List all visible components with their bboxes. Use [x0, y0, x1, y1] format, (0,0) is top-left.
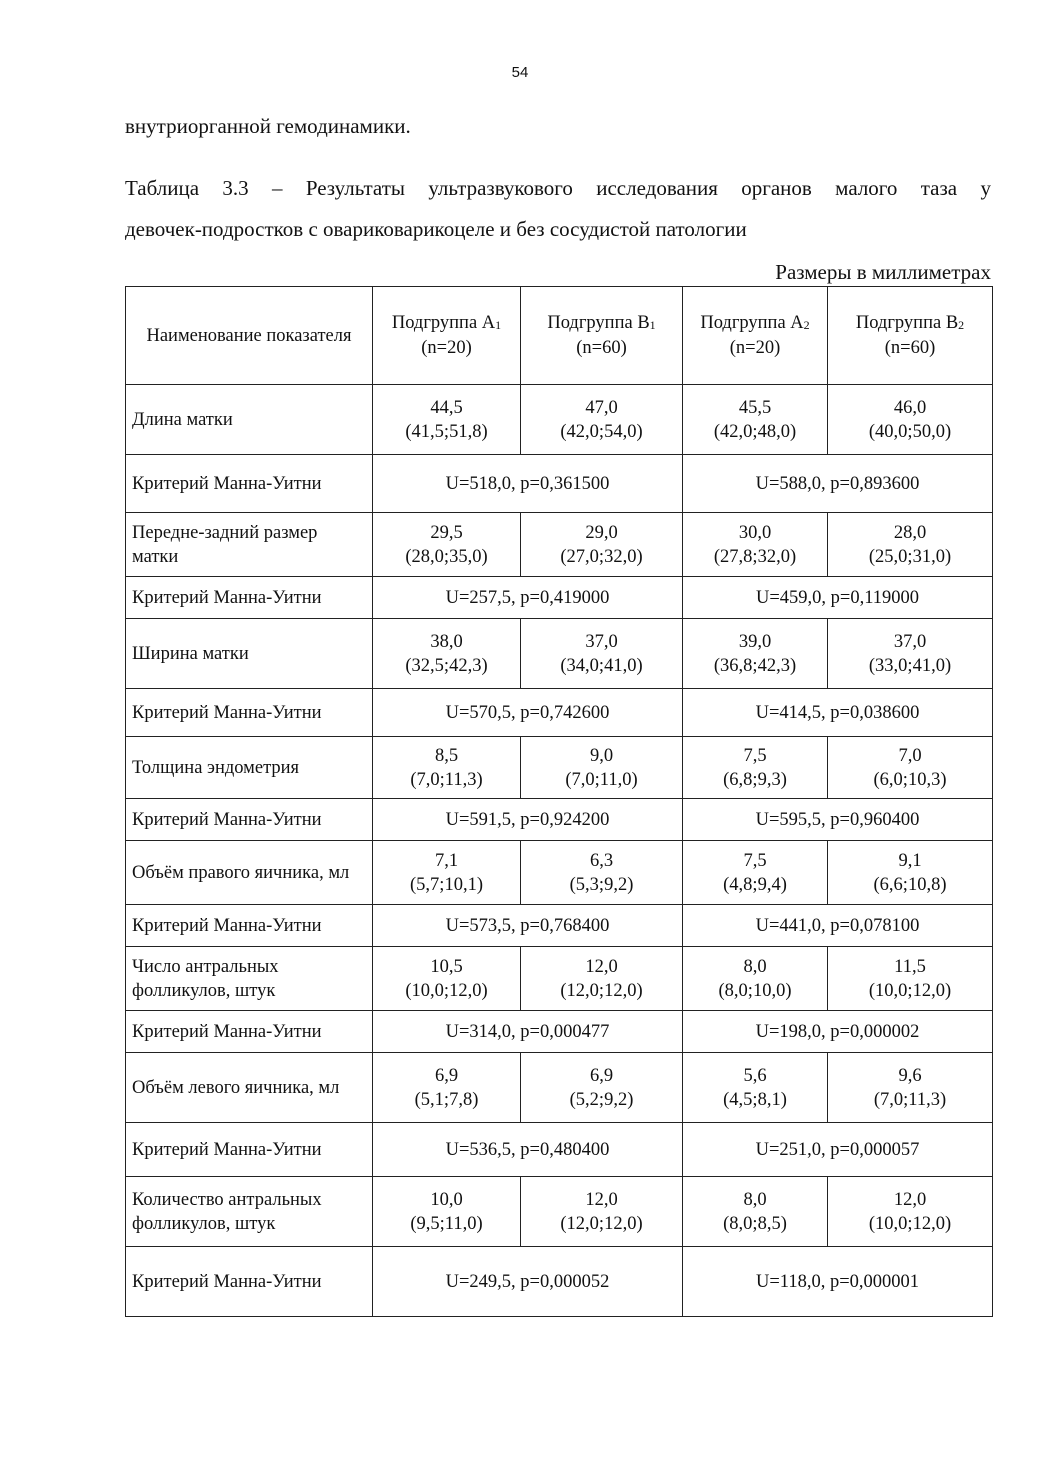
criterion-label: Критерий Манна-Уитни	[126, 689, 373, 737]
value-cell	[521, 513, 683, 577]
criterion-value-1: U=591,5, p=0,924200	[373, 799, 683, 841]
value-cell	[521, 841, 683, 905]
caption-word: исследования	[596, 176, 718, 200]
header-group-n: (n=60)	[576, 338, 627, 358]
quartile-range: (5,2;9,2)	[569, 1089, 634, 1110]
criterion-row	[126, 577, 993, 619]
indicator-label: Количество антральных фолликулов, штук	[126, 1177, 373, 1247]
median-value: 5,6	[743, 1065, 767, 1086]
criterion-value-1: U=249,5, p=0,000052	[373, 1247, 683, 1317]
table-caption-line1	[125, 174, 991, 202]
header-group-name: Подгруппа A	[700, 313, 804, 333]
median-value: 6,9	[434, 1065, 459, 1086]
value-cell	[521, 1177, 683, 1247]
criterion-value-1: U=570,5, p=0,742600	[373, 689, 683, 737]
criterion-row	[126, 689, 993, 737]
median-value: 29,5	[430, 522, 463, 543]
quartile-range: (7,0;11,3)	[873, 1089, 947, 1110]
quartile-range: (6,8;9,3)	[723, 769, 787, 790]
indicator-label: Объём правого яичника, мл	[126, 841, 373, 905]
value-cell	[373, 619, 521, 689]
header-group-n: (n=60)	[884, 338, 936, 358]
quartile-range: (5,3;9,2)	[569, 874, 634, 895]
quartile-range: (41,5;51,8)	[405, 421, 488, 442]
criterion-value-2: U=118,0, p=0,000001	[683, 1247, 993, 1317]
median-value: 29,0	[585, 522, 618, 543]
quartile-range: (9,5;11,0)	[410, 1213, 483, 1234]
median-value: 6,3	[589, 850, 614, 871]
header-indicator: Наименование показателя	[126, 287, 373, 385]
header-group-sub: 1	[649, 318, 656, 332]
median-value: 7,5	[743, 745, 767, 766]
caption-word: Таблица	[125, 176, 200, 200]
header-group-a1	[373, 287, 521, 385]
value-cell	[683, 513, 828, 577]
criterion-label: Критерий Манна-Уитни	[126, 577, 373, 619]
indicator-label: Объём левого яичника, мл	[126, 1053, 373, 1123]
quartile-range: (34,0;41,0)	[560, 655, 643, 676]
value-cell	[828, 513, 993, 577]
median-value: 38,0	[430, 631, 463, 652]
median-value: 10,5	[430, 956, 463, 977]
criterion-row	[126, 455, 993, 513]
median-value: 12,0	[585, 1189, 618, 1210]
value-cell	[828, 385, 993, 455]
median-value: 8,0	[743, 1189, 767, 1210]
value-cell	[828, 737, 993, 799]
criterion-label: Критерий Манна-Уитни	[126, 1123, 373, 1177]
header-group-n: (n=20)	[729, 338, 781, 358]
table-row	[126, 385, 993, 455]
value-cell	[373, 385, 521, 455]
caption-word: 3.3	[222, 176, 249, 200]
value-cell	[373, 947, 521, 1011]
median-value: 9,0	[589, 745, 614, 766]
header-group-name: Подгруппа B	[855, 313, 959, 333]
page-number: 54	[511, 64, 529, 81]
value-cell	[828, 619, 993, 689]
criterion-row	[126, 1011, 993, 1053]
quartile-range: (7,0;11,0)	[565, 769, 638, 790]
table-header-row	[126, 287, 993, 385]
units-note: Размеры в миллиметрах	[775, 260, 991, 284]
criterion-label: Критерий Манна-Уитни	[126, 455, 373, 513]
criterion-label: Критерий Манна-Уитни	[126, 799, 373, 841]
median-value: 47,0	[585, 397, 618, 418]
median-value: 9,1	[898, 850, 922, 871]
criterion-label: Критерий Манна-Уитни	[126, 1011, 373, 1053]
value-cell	[521, 947, 683, 1011]
criterion-label: Критерий Манна-Уитни	[126, 905, 373, 947]
header-group-sub: 2	[958, 318, 965, 332]
caption-word: таза	[920, 176, 958, 200]
criterion-label: Критерий Манна-Уитни	[126, 1247, 373, 1317]
criterion-value-2: U=459,0, p=0,119000	[683, 577, 993, 619]
median-value: 37,0	[893, 631, 927, 652]
median-value: 9,6	[898, 1065, 922, 1086]
criterion-value-1: U=573,5, p=0,768400	[373, 905, 683, 947]
criterion-value-2: U=198,0, p=0,000002	[683, 1011, 993, 1053]
header-group-b2	[828, 287, 993, 385]
quartile-range: (27,0;32,0)	[560, 546, 643, 567]
value-cell	[521, 737, 683, 799]
value-cell	[683, 841, 828, 905]
table-caption-line2: девочек-подростков с овариковарикоцеле и без сосудистой патологии	[125, 217, 747, 241]
quartile-range: (25,0;31,0)	[868, 546, 952, 567]
criterion-value-1: U=257,5, p=0,419000	[373, 577, 683, 619]
value-cell	[521, 619, 683, 689]
median-value: 6,9	[589, 1065, 614, 1086]
header-group-sub: 1	[495, 318, 502, 332]
value-cell	[521, 385, 683, 455]
quartile-range: (4,8;9,4)	[723, 874, 787, 895]
caption-word: органов	[741, 176, 812, 200]
indicator-label: Ширина матки	[126, 619, 373, 689]
value-cell	[683, 947, 828, 1011]
quartile-range: (6,0;10,3)	[873, 769, 947, 790]
value-cell	[521, 1053, 683, 1123]
criterion-value-2: U=588,0, p=0,893600	[683, 455, 993, 513]
median-value: 39,0	[738, 631, 772, 652]
quartile-range: (40,0;50,0)	[868, 421, 952, 442]
criterion-value-2: U=251,0, p=0,000057	[683, 1123, 993, 1177]
quartile-range: (4,5;8,1)	[723, 1089, 787, 1110]
criterion-value-1: U=536,5, p=0,480400	[373, 1123, 683, 1177]
quartile-range: (27,8;32,0)	[713, 546, 797, 567]
header-group-sub: 2	[803, 318, 810, 332]
indicator-label: Толщина эндометрия	[126, 737, 373, 799]
median-value: 7,1	[434, 850, 459, 871]
criterion-row	[126, 799, 993, 841]
header-group-b1	[521, 287, 683, 385]
value-cell	[828, 1177, 993, 1247]
criterion-value-1: U=518,0, p=0,361500	[373, 455, 683, 513]
criterion-row	[126, 1247, 993, 1317]
value-cell	[373, 1053, 521, 1123]
criterion-row	[126, 905, 993, 947]
quartile-range: (10,0;12,0)	[405, 980, 488, 1001]
quartile-range: (5,1;7,8)	[414, 1089, 479, 1110]
value-cell	[373, 513, 521, 577]
value-cell	[828, 1053, 993, 1123]
criterion-row	[126, 1123, 993, 1177]
quartile-range: (12,0;12,0)	[560, 980, 643, 1001]
caption-word: Результаты	[305, 176, 405, 200]
quartile-range: (36,8;42,3)	[713, 655, 797, 676]
caption-word: малого	[835, 176, 898, 200]
median-value: 28,0	[893, 522, 927, 543]
value-cell	[683, 1053, 828, 1123]
quartile-range: (5,7;10,1)	[410, 874, 483, 895]
value-cell	[683, 737, 828, 799]
quartile-range: (8,0;10,0)	[718, 980, 792, 1001]
table-row	[126, 1053, 993, 1123]
value-cell	[373, 737, 521, 799]
caption-word: у	[980, 176, 991, 200]
quartile-range: (8,0;8,5)	[723, 1213, 787, 1234]
header-group-a2	[683, 287, 828, 385]
median-value: 44,5	[430, 397, 463, 418]
quartile-range: (6,6;10,8)	[873, 874, 947, 895]
table-row	[126, 1177, 993, 1247]
median-value: 45,5	[738, 397, 772, 418]
value-cell	[828, 947, 993, 1011]
quartile-range: (32,5;42,3)	[405, 655, 488, 676]
value-cell	[683, 1177, 828, 1247]
criterion-value-2: U=414,5, p=0,038600	[683, 689, 993, 737]
criterion-value-1: U=314,0, p=0,000477	[373, 1011, 683, 1053]
median-value: 8,5	[434, 745, 459, 766]
median-value: 8,0	[743, 956, 767, 977]
median-value: 37,0	[585, 631, 618, 652]
caption-word: –	[271, 176, 283, 200]
quartile-range: (10,0;12,0)	[868, 980, 952, 1001]
indicator-label: Число антральных фолликулов, штук	[126, 947, 373, 1011]
quartile-range: (7,0;11,3)	[410, 769, 483, 790]
criterion-value-2: U=441,0, p=0,078100	[683, 905, 993, 947]
quartile-range: (28,0;35,0)	[405, 546, 488, 567]
header-group-name: Подгруппа A	[391, 313, 496, 333]
quartile-range: (33,0;41,0)	[868, 655, 952, 676]
value-cell	[828, 841, 993, 905]
header-group-n: (n=20)	[421, 338, 472, 358]
header-group-name: Подгруппа B	[547, 313, 650, 333]
median-value: 46,0	[893, 397, 927, 418]
quartile-range: (42,0;48,0)	[713, 421, 797, 442]
value-cell	[683, 619, 828, 689]
quartile-range: (12,0;12,0)	[560, 1213, 643, 1234]
value-cell	[373, 841, 521, 905]
quartile-range: (42,0;54,0)	[560, 421, 643, 442]
caption-word: ультразвукового	[428, 176, 573, 200]
table-row	[126, 737, 993, 799]
value-cell	[373, 1177, 521, 1247]
median-value: 12,0	[893, 1189, 927, 1210]
median-value: 11,5	[894, 956, 926, 977]
median-value: 30,0	[738, 522, 772, 543]
median-value: 10,0	[430, 1189, 463, 1210]
results-table	[125, 286, 993, 1317]
median-value: 7,5	[743, 850, 767, 871]
quartile-range: (10,0;12,0)	[868, 1213, 952, 1234]
table-row	[126, 513, 993, 577]
indicator-label: Длина матки	[126, 385, 373, 455]
median-value: 7,0	[898, 745, 922, 766]
indicator-label: Передне-задний размер матки	[126, 513, 373, 577]
table-row	[126, 841, 993, 905]
table-row	[126, 619, 993, 689]
median-value: 12,0	[585, 956, 618, 977]
table-row	[126, 947, 993, 1011]
continuation-text: внутриорганной гемодинамики.	[125, 114, 411, 138]
criterion-value-2: U=595,5, p=0,960400	[683, 799, 993, 841]
value-cell	[683, 385, 828, 455]
